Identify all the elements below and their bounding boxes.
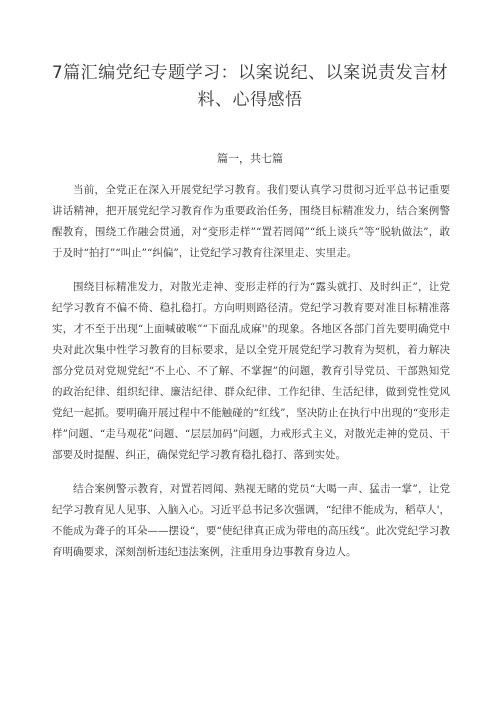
document-subtitle: 篇一，共七篇 — [217, 152, 283, 165]
document-body — [52, 180, 450, 576]
paragraph: 结合案例警示教育，对置若罔闻、熟视无睹的党员“大喝一声、猛击一掌”，让党纪学习教育见人见事、入脑入心。习近平总书记多次强调，“纪律不能成为，稻草人'，不能成为聋子的耳朵——摆设“，要“使纪律真正成为带电的高压线“。此次党纪学习教育明确要求，深刻剖析违纪违法案例，注重用身边事教育身边人。 — [52, 483, 450, 558]
paragraph: 围绕目标精准发力，对散光走神、变形走样的行为“露头就打、及时纠正”，让党纪学习教育不偏不倚、稳扎稳打。方向明则路径清。党纪学习教育要对准目标精准落实，才不至于出现“上面喊破喉”“下面乱成麻''的现象。各地区各部门首先要明确党中央对此次集中性学习教育的目标要求，是以全党开展党纪学习教育为契机，着力解决部分党员对党规党纪“不上心、不了解、不掌握”的问题，教育引导党员、干部熟知党的政治纪律、组织纪律、廉洁纪律、群众纪律、工作纪律、生活纪律，做到党性党风党纪一起抓。要明确开展过程中不能触碰的“红线”，坚决防止在执行中出现的“变形走样”问题、“走马观花”问题、“层层加码”问题，力戒形式主义，对散光走神的党员、干部要及时提醒、纠正，确保党纪学习教育稳扎稳打、落到实处。 — [52, 281, 450, 461]
document-title: 7篇汇编党纪专题学习：以案说纪、以案说责发言材料、心得感悟 — [51, 63, 449, 110]
paragraph: 当前，全党正在深入开展党纪学习教育。我们要认真学习贯彻习近平总书记重要讲话精神，把开展党纪学习教育作为重要政治任务，围绕目标精准发力，结合案例警醒教育，围绕工作融会贯通，对“变形走样”“置若罔闻”“纸上谈兵”等“脱轨做法”，敢于及时“拍打”“叫止”“纠偏”，让党纪学习教育往深里走、实里走。 — [52, 184, 450, 259]
